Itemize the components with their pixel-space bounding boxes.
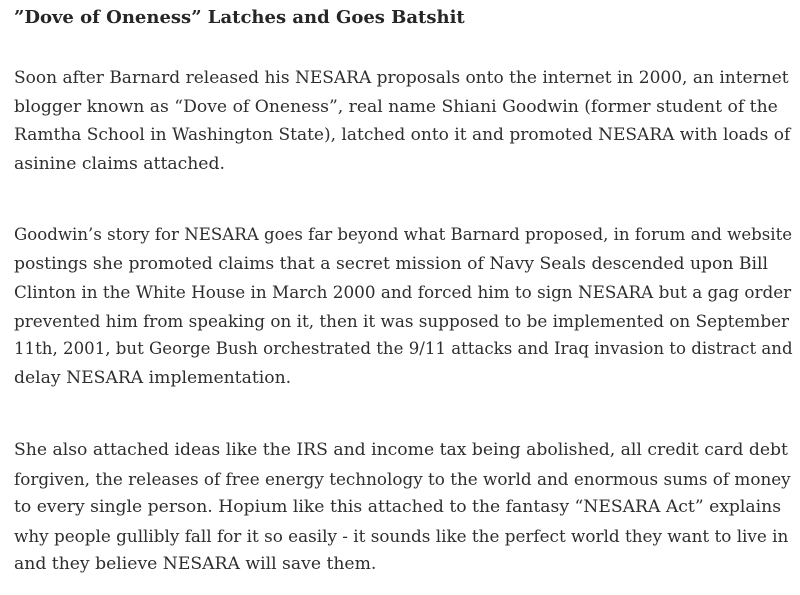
paragraph-3 [14,436,794,579]
paragraph-line: She also attached ideas like the IRS and income tax being abolished, all credit card debt [14,440,788,460]
section-heading: ”Dove of Oneness” Latches and Goes Batshit [14,7,465,28]
paragraph-line: Ramtha School in Washington State), latched onto it and promoted NESARA with loads of [14,125,791,146]
paragraph-line: and they believe NESARA will save them. [14,554,377,575]
paragraph-line: Clinton in the White House in March 2000 and forced him to sign NESARA but a gag order [14,282,792,303]
article [14,0,794,575]
paragraph-line: asinine claims attached. [14,153,225,174]
paragraph-line: blogger known as “Dove of Oneness”, real name Shiani Goodwin (former student of the [14,96,778,117]
paragraph-line: forgiven, the releases of free energy technology to the world and enormous sums of money [14,468,791,489]
paragraph-line: 11th, 2001, but George Bush orchestrated the 9/11 attacks and Iraq invasion to distract and [14,339,793,359]
paragraph-1 [14,64,794,178]
paragraph-line: to every single person. Hopium like this attached to the fantasy “NESARA Act” explains [14,497,782,518]
paragraph-2 [14,221,794,393]
paragraph-line: delay NESARA implementation. [14,367,292,388]
paragraph-line: Goodwin’s story for NESARA goes far beyond what Barnard proposed, in forum and website [14,225,793,244]
paragraph-line: why people gullibly fall for it so easily - it sounds like the perfect world they want to live in [14,525,789,546]
paragraph-line: postings she promoted claims that a secret mission of Navy Seals descended upon Bill [14,253,769,274]
paragraph-line: Soon after Barnard released his NESARA proposals onto the internet in 2000, an internet [14,68,789,88]
paragraph-line: prevented him from speaking on it, then it was supposed to be implemented on September [14,310,790,331]
